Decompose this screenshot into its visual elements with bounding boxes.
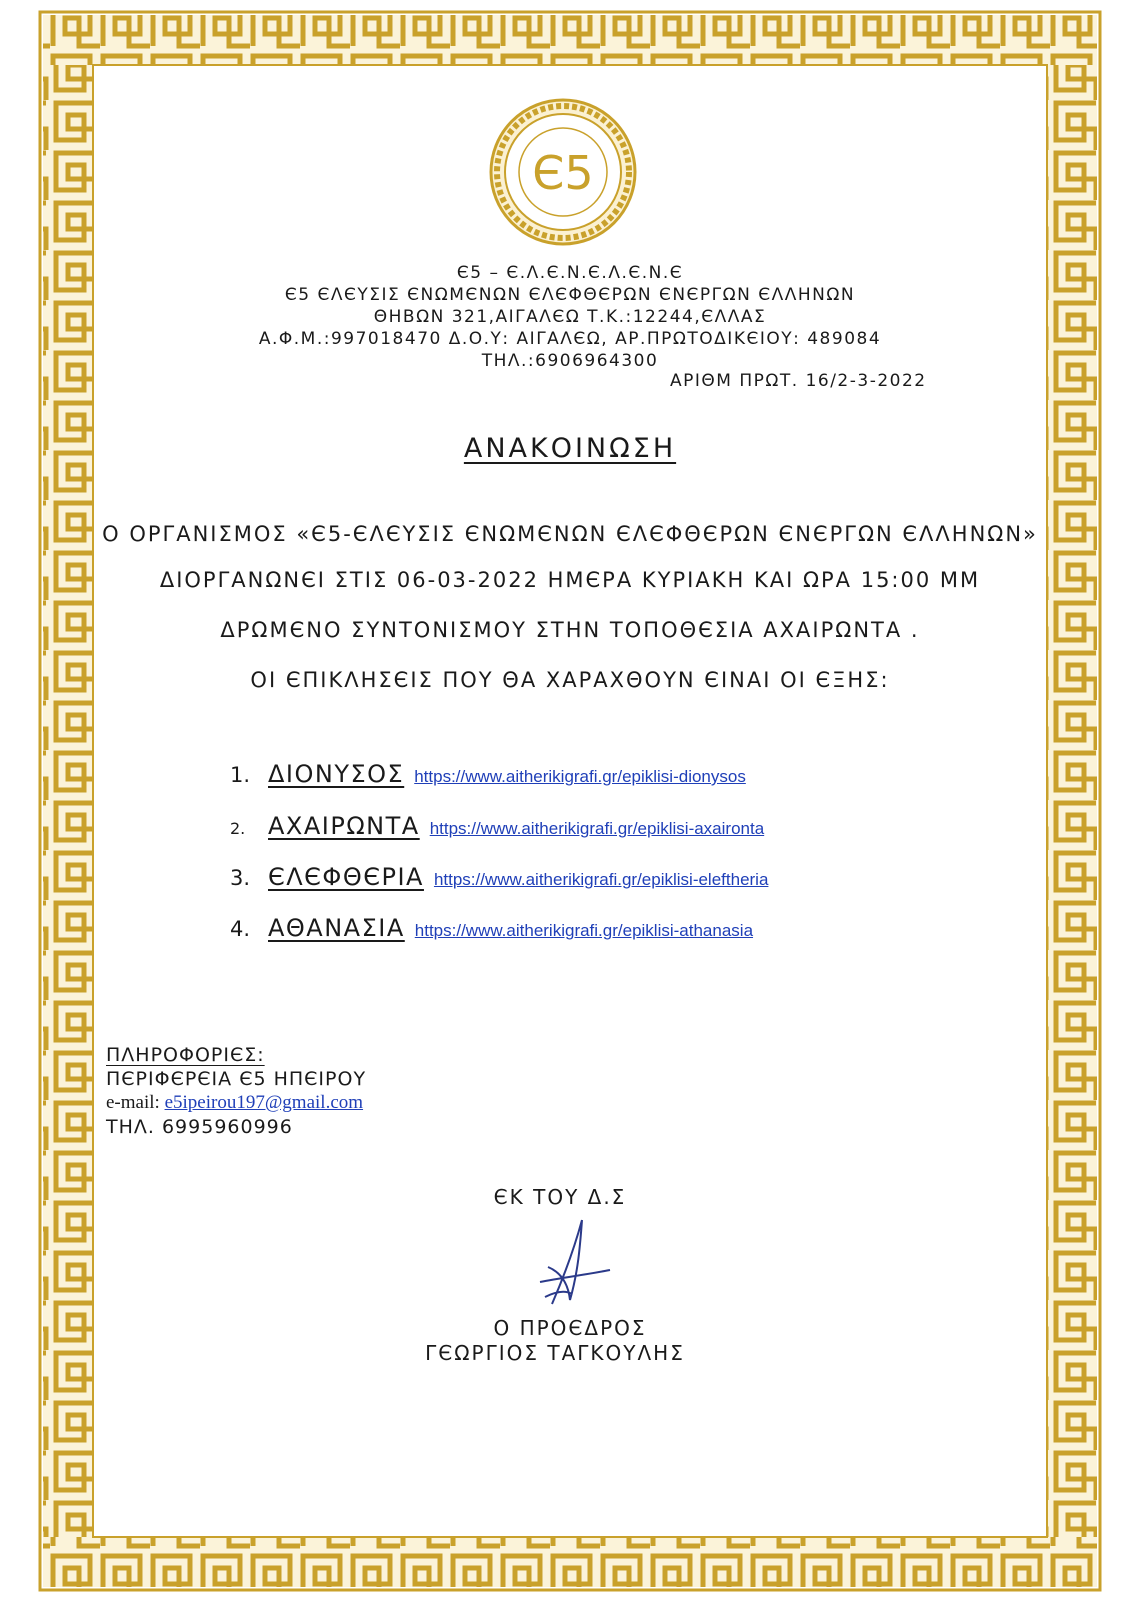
page-title: ΑΝΑΚΟΙΝΩΣΗ (463, 433, 677, 464)
list-item-number: 2. (230, 819, 246, 838)
header-line-1: Є5 – Є.Λ.Є.Ν.Є.Λ.Є.Ν.Є (456, 263, 684, 283)
email-link[interactable]: e5ipeirou197@gmail.com (164, 1092, 364, 1113)
header-line-2: Є5 ЄΛЄΥΣΙΣ ЄΝΩΜЄΝΩΝ ЄΛЄΦΘЄΡΩΝ ЄΝЄΡΓΩΝ ЄΛΛΗΝΩΝ (284, 285, 856, 305)
body-line-4: ΟΙ ЄΠΙΚΛΗΣЄΙΣ ΠΟΥ ΘΑ ΧΑΡΑΧΘΟΥΝ ЄΙΝΑΙ ΟΙ ЄΞΗΣ: (250, 668, 890, 692)
list-item-link[interactable]: https://www.aitherikigrafi.gr/epiklisi-dionysos (414, 767, 746, 786)
list-item-number: 3. (230, 866, 251, 890)
signature-name: ΓЄΩΡΓΙΟΣ ΤΑΓΚΟΥΛΗΣ (425, 1341, 685, 1365)
header-address: ΘΗΒΩΝ 321,ΑΙΓΑΛЄΩ Τ.Κ.:12244,ЄΛΛΑΣ (373, 307, 767, 327)
handwritten-signature (510, 1212, 620, 1312)
list-item-number: 1. (230, 763, 251, 787)
list-item (230, 760, 746, 788)
org-header (0, 262, 1140, 372)
info-phone: ΤΗΛ. 6995960996 (106, 1116, 293, 1138)
body-line-3: ΔΡΩΜЄΝΟ ΣΥΝΤΟΝΙΣΜΟΥ ΣΤΗΝ ΤΟΠΟΘЄΣΙΑ ΑΧΑΙΡΩΝΤΑ . (220, 618, 920, 642)
list-item-name: ΔΙΟΝΥΣΟΣ (268, 760, 405, 788)
list-item-name: ЄΛЄΦΘЄΡΙΑ (268, 863, 424, 891)
list-item (230, 914, 753, 942)
info-email-row (106, 1091, 366, 1115)
protocol-number: ΑΡΙΘΜ ΠΡΩΤ. 16/2-3-2022 (670, 371, 927, 391)
body-line-2: ΔΙΟΡΓΑΝΩΝЄΙ ΣΤΙΣ 06-03-2022 ΗΜЄΡΑ ΚΥΡΙΑΚΗ ΚΑΙ ΩΡΑ 15:00 ΜΜ (159, 568, 981, 592)
list-item (230, 812, 764, 840)
logo-emblem-text: Є5 (532, 146, 594, 200)
header-tax-info: Α.Φ.Μ.:997018470 Δ.Ο.Υ: ΑΙΓΑΛЄΩ, ΑΡ.ΠΡΩΤΟΔΙΚЄΙΟΥ: 489084 (258, 329, 882, 349)
list-item (230, 863, 768, 891)
list-item-number: 4. (230, 917, 251, 941)
signature-from: ЄΚ ΤΟΥ Δ.Σ (493, 1185, 627, 1209)
header-phone: ΤΗΛ.:6906964300 (481, 351, 659, 371)
info-heading: ΠΛΗΡΟΦΟΡΙЄΣ: (106, 1044, 265, 1066)
body-line-1: Ο ΟΡΓΑΝΙΣΜΟΣ «Є5-ЄΛЄΥΣΙΣ ЄΝΩΜЄΝΩΝ ЄΛЄΦΘЄΡΩΝ ЄΝЄΡΓΩΝ ЄΛΛΗΝΩΝ» (102, 522, 1038, 546)
signature-role: Ο ΠΡΟЄΔΡΟΣ (493, 1316, 647, 1340)
info-region: ΠЄΡΙΦЄΡЄΙΑ Є5 ΗΠЄΙΡΟΥ (106, 1068, 367, 1090)
list-item-link[interactable]: https://www.aitherikigrafi.gr/epiklisi-athanasia (414, 921, 754, 940)
list-item-link[interactable]: https://www.aitherikigrafi.gr/epiklisi-axaironta (429, 819, 765, 838)
list-item-name: ΑΘΑΝΑΣΙΑ (268, 914, 405, 942)
info-block (106, 1043, 366, 1139)
list-item-name: ΑΧΑΙΡΩΝΤΑ (268, 812, 420, 840)
email-label: e-mail: (106, 1092, 160, 1113)
e5-logo (488, 97, 638, 247)
list-item-link[interactable]: https://www.aitherikigrafi.gr/epiklisi-eleftheria (433, 870, 769, 889)
